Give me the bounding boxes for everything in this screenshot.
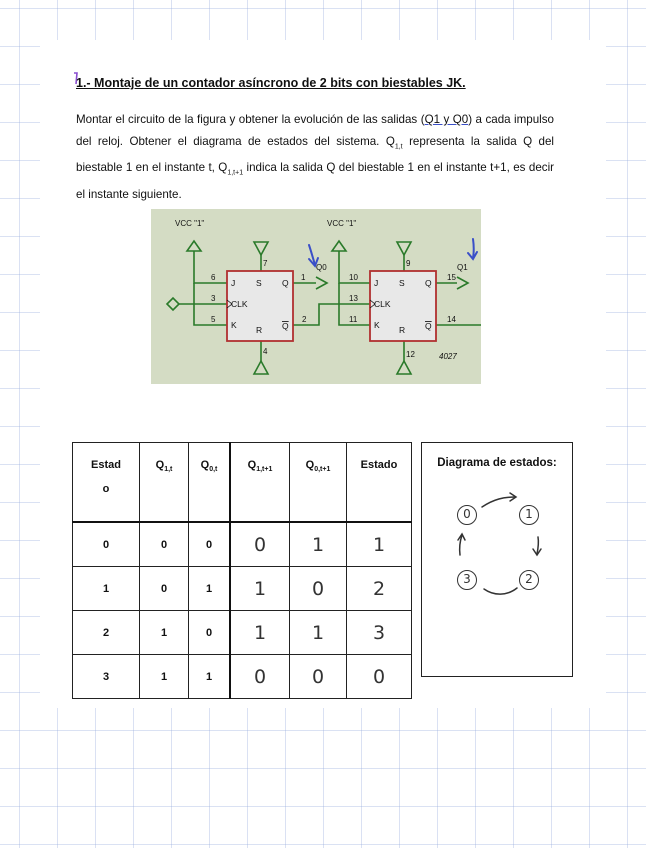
ff1-label-q: Q <box>282 278 289 288</box>
ff1-pin-r: 4 <box>263 347 268 356</box>
cell-q1t1: 0 <box>230 522 290 567</box>
cell-q1t1: 1 <box>230 567 290 611</box>
ff2-pin-j: 10 <box>349 273 358 282</box>
ff2-label-k: K <box>374 320 380 330</box>
ff2-pin-s: 9 <box>406 259 411 268</box>
truth-table <box>72 442 412 699</box>
ff2-output-label: Q1 <box>457 263 468 272</box>
ff2-label-clk: CLK <box>374 299 391 309</box>
ff2-pin-clk: 13 <box>349 294 358 303</box>
cell-q0t1: 1 <box>290 522 347 567</box>
header-estado-text-2: o <box>102 483 110 495</box>
cell-q1t: 0 <box>140 522 189 567</box>
header-estado-text: Estad <box>91 459 121 471</box>
ff1-label-qn: Q <box>282 321 289 331</box>
cell-next-state: 3 <box>347 611 412 655</box>
ff1-label-s: S <box>256 278 262 288</box>
state-diagram-title: Diagrama de estados: <box>437 457 557 469</box>
state-transition-arrow-icons <box>422 443 574 678</box>
header-q0t-text: Q <box>200 459 210 471</box>
paragraph-text-1: Montar el circuito de la figura y obtener la evolución de las salidas ( <box>76 113 425 126</box>
paragraph-underlined: Q1 y Q0 <box>424 113 469 126</box>
ff1-pin-clk: 3 <box>211 294 216 303</box>
paragraph-subscript-2: 1,t+1 <box>227 169 244 177</box>
cell-next-state: 1 <box>347 522 412 567</box>
ff1-pin-j: 6 <box>211 273 216 282</box>
ff2-pin-r: 12 <box>406 350 415 359</box>
header-q0t1 <box>290 443 347 523</box>
cell-next-state: 0 <box>347 655 412 699</box>
ff1-pin-k: 5 <box>211 315 216 324</box>
ff1-pin-qn: 2 <box>302 315 307 324</box>
header-q0t <box>189 443 231 523</box>
cell-q1t1: 0 <box>230 655 290 699</box>
vcc-label-left: VCC "1" <box>175 219 205 228</box>
ff1-pin-q: 1 <box>301 273 306 282</box>
cell-q1t: 0 <box>140 567 189 611</box>
cell-state: 3 <box>73 655 140 699</box>
table-row <box>73 655 412 699</box>
section-title: 1.- Montaje de un contador asíncrono de 2 bits con biestables JK. <box>76 76 466 90</box>
ff2-pin-qn: 14 <box>447 315 456 324</box>
ff1-label-k: K <box>231 320 237 330</box>
ff1-label-clk: CLK <box>231 299 248 309</box>
ff2-label-r: R <box>399 325 406 335</box>
table-row <box>73 522 412 567</box>
cell-q0t: 0 <box>189 611 231 655</box>
paragraph-text-4: indica la salida Q del biestable 1 en el instante t+1, es decir el instante siguiente. <box>76 161 555 202</box>
header-q1t1-text: Q <box>247 459 257 471</box>
state-node-1: 1 <box>519 505 539 525</box>
state-node-2: 2 <box>519 570 539 590</box>
paragraph-text-2: ) a cada impulso del reloj. Obtener el diagrama de estados del sistema. Q <box>76 113 555 148</box>
cell-state: 1 <box>73 567 140 611</box>
ff1-label-r: R <box>256 325 263 335</box>
ff1-output-label: Q0 <box>316 263 327 272</box>
paragraph-text-3: representa la salida Q del biestable 1 en el instante t, Q <box>76 134 554 175</box>
header-q0t1-text: Q <box>305 459 315 471</box>
circuit-schematic <box>151 209 481 384</box>
cell-q0t1: 0 <box>290 567 347 611</box>
state-node-0: 0 <box>457 505 477 525</box>
cell-q0t1: 1 <box>290 611 347 655</box>
header-q1t-sub: 1,t <box>164 466 173 474</box>
chip-label: 4027 <box>439 352 457 361</box>
table-row <box>73 611 412 655</box>
cell-q0t1: 0 <box>290 655 347 699</box>
header-q1t1 <box>230 443 290 523</box>
cell-q0t: 1 <box>189 567 231 611</box>
header-q1t-text: Q <box>155 459 165 471</box>
ff2-label-qn: Q <box>425 321 432 331</box>
ff2-label-j: J <box>374 278 379 288</box>
header-estado-next <box>347 443 412 523</box>
ff1-pin-s: 7 <box>263 259 268 268</box>
ff1-label-j: J <box>231 278 236 288</box>
ff2-label-q: Q <box>425 278 432 288</box>
state-diagram-box <box>421 442 573 677</box>
truth-table-header-row <box>73 443 412 523</box>
table-row <box>73 567 412 611</box>
instructions-paragraph <box>76 109 554 206</box>
cell-q1t: 1 <box>140 611 189 655</box>
cell-state: 0 <box>73 522 140 567</box>
ff2-pin-q: 15 <box>447 273 456 282</box>
header-q1t <box>140 443 189 523</box>
cell-q1t: 1 <box>140 655 189 699</box>
ff2-label-s: S <box>399 278 405 288</box>
paragraph-subscript-1: 1,t <box>394 142 403 150</box>
header-estado-next-text: Estado <box>360 459 398 471</box>
vcc-label-right: VCC "1" <box>327 219 357 228</box>
ff2-pin-k: 11 <box>349 315 358 324</box>
cell-q0t: 1 <box>189 655 231 699</box>
header-estado <box>73 443 140 523</box>
header-q0t-sub: 0,t <box>209 466 218 474</box>
state-node-3: 3 <box>457 570 477 590</box>
cell-q0t: 0 <box>189 522 231 567</box>
header-q0t1-sub: 0,t+1 <box>314 466 331 474</box>
cell-next-state: 2 <box>347 567 412 611</box>
cell-q1t1: 1 <box>230 611 290 655</box>
header-q1t1-sub: 1,t+1 <box>256 466 273 474</box>
cell-state: 2 <box>73 611 140 655</box>
